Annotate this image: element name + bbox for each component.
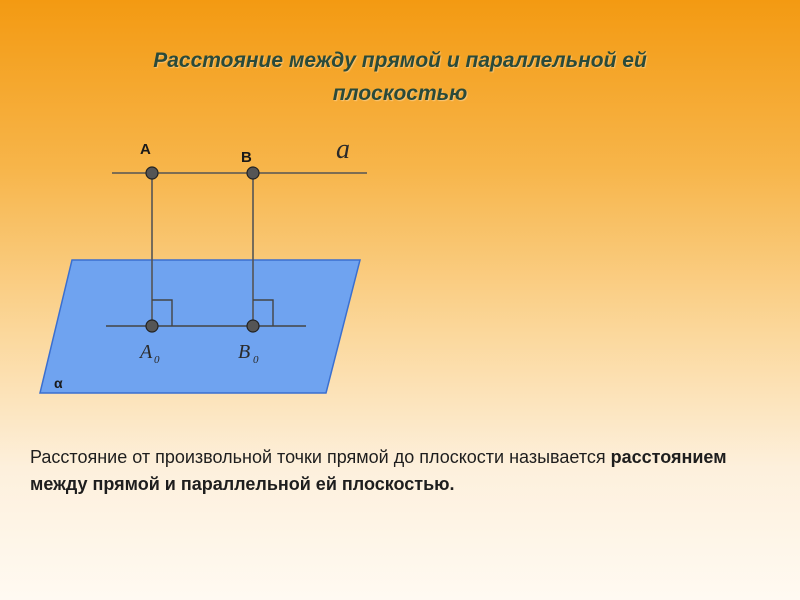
label-a0-subscript: 0 — [154, 354, 160, 366]
definition-text — [30, 444, 730, 498]
label-a: A — [140, 141, 151, 158]
point-b0 — [247, 320, 259, 332]
title-line-1: Расстояние между прямой и параллельной ей — [153, 49, 647, 72]
point-a0 — [146, 320, 158, 332]
definition-bold: расстоянием между прямой и параллельной ей плоскостью. — [30, 447, 727, 494]
definition-plain: Расстояние от произвольной точки прямой до плоскости называется — [30, 447, 611, 467]
label-alpha: α — [54, 375, 63, 391]
label-b0-letter: B — [238, 341, 251, 363]
point-b — [247, 167, 259, 179]
label-b: B — [241, 149, 252, 166]
title-line-2: плоскостью — [332, 82, 468, 105]
label-line-a: a — [336, 134, 350, 165]
label-b0-subscript: 0 — [253, 354, 259, 366]
label-a0-letter: A — [140, 341, 153, 363]
point-a — [146, 167, 158, 179]
